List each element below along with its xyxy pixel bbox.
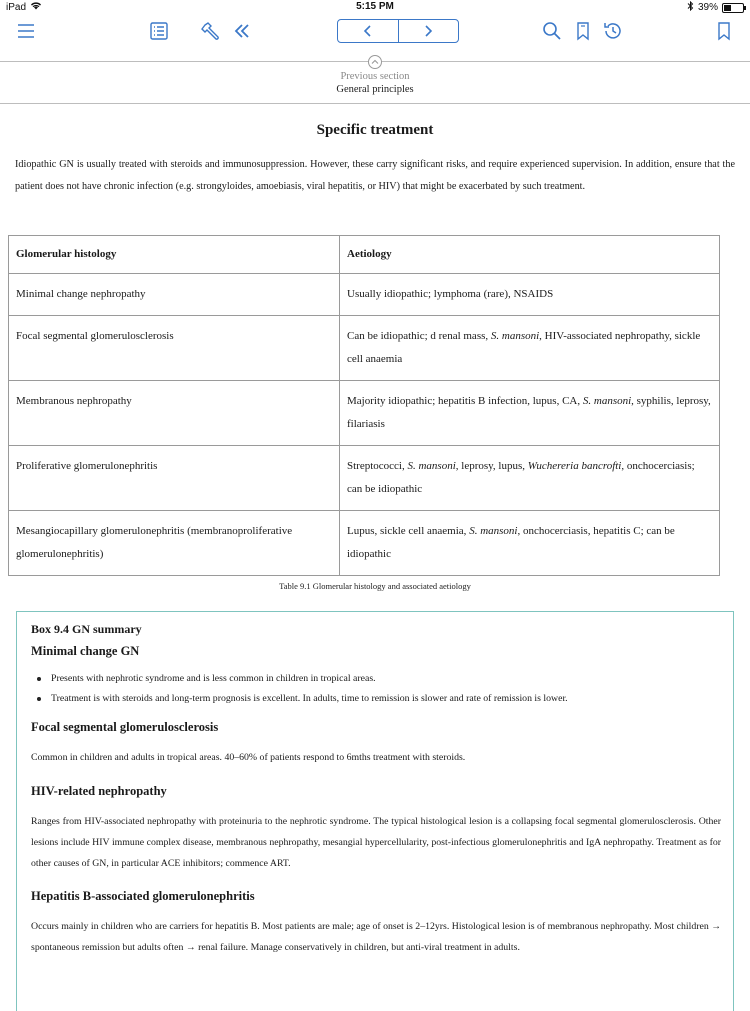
double-chevron-left-icon[interactable] — [230, 19, 254, 43]
status-bar — [0, 0, 750, 15]
table-caption: Table 9.1 Glomerular histology and associated aetiology — [279, 581, 471, 591]
aetiology-italic-text: S. mansoni — [469, 525, 518, 537]
battery-icon — [722, 3, 744, 13]
aetiology-text: Lupus, sickle cell anaemia, — [347, 525, 470, 537]
device-name: iPad — [6, 1, 27, 13]
aetiology-text: Can be idiopathic; d renal mass, — [347, 330, 491, 342]
menu-icon[interactable] — [14, 19, 38, 43]
toolbar — [0, 15, 750, 47]
box-section-heading: Focal segmental glomerulosclerosis — [31, 720, 219, 734]
aetiology-text: , HIV-associated nephropathy, sickle cell anaemia — [347, 330, 701, 365]
list-item: Presents with nephrotic syndrome and is less common in children in tropical areas. — [51, 669, 721, 689]
aetiology-italic-text: S. mansoni — [490, 330, 540, 342]
histology-table — [8, 235, 720, 576]
summary-box — [16, 611, 734, 1011]
aetiology-italic-text: Wuchereria bancrofti — [527, 460, 622, 472]
search-icon[interactable] — [540, 19, 564, 43]
aetiology-cell — [340, 511, 720, 576]
previous-section-title[interactable]: General principles — [336, 84, 414, 95]
tools-icon[interactable] — [200, 19, 224, 43]
page-title: Specific treatment — [316, 122, 434, 138]
box-section-heading: Hepatitis B-associated glomerulonephritis — [31, 889, 255, 903]
previous-section-link[interactable] — [0, 55, 750, 95]
aetiology-text: Majority idiopathic; hepatitis B infection, lupus, CA, — [347, 395, 583, 407]
aetiology-cell — [340, 316, 720, 381]
box-section-heading: Minimal change GN — [31, 644, 140, 658]
intro-paragraph: Idiopathic GN is usually treated with steroids and immunosuppression. However, these carry significant risks, and require experienced supervision. In addition, ensure that the patient does not have chronic infection (e.g. strongyloides, amoebiasis, viral hepatitis, or HIV) that might be exacerbated by such treatment. — [15, 159, 735, 192]
aetiology-text: , onchocerciasis; can be idiopathic — [347, 460, 695, 495]
chevron-up-icon[interactable] — [368, 55, 382, 69]
box-section-text: Common in children and adults in tropical areas. 40–60% of patients respond to 6mths treatment with steroids. — [31, 752, 466, 763]
next-page-icon[interactable] — [398, 20, 459, 42]
table-row — [9, 316, 720, 381]
table-row — [9, 446, 720, 511]
table-row — [9, 381, 720, 446]
aetiology-italic-text: S. mansoni — [582, 395, 632, 407]
box-section-heading: HIV-related nephropathy — [31, 784, 167, 798]
aetiology-text: Streptococci, — [347, 460, 408, 472]
box-title: Box 9.4 GN summary — [31, 622, 142, 636]
list-icon[interactable] — [147, 19, 171, 43]
section-divider — [0, 103, 750, 104]
aetiology-text: , onchocerciasis, hepatitis C; can be idiopathic — [347, 525, 675, 560]
battery-percent: 39% — [697, 2, 718, 13]
column-header: Glomerular histology — [9, 236, 340, 274]
list-item: Treatment is with steroids and long-term prognosis is excellent. In adults, time to remission is slower and rate of remission is lower. — [51, 689, 721, 709]
table-header-row — [9, 236, 720, 274]
bullet-list — [31, 669, 721, 709]
previous-section-label: Previous section — [340, 71, 410, 82]
histology-cell: Proliferative glomerulonephritis — [9, 446, 340, 511]
battery-fill — [724, 5, 731, 11]
histology-cell: Mesangiocapillary glomerulonephritis (membranoproliferative glomerulonephritis) — [9, 511, 340, 576]
histology-cell: Focal segmental glomerulosclerosis — [9, 316, 340, 381]
history-icon[interactable] — [601, 19, 625, 43]
aetiology-cell — [340, 446, 720, 511]
aetiology-cell — [340, 381, 720, 446]
aetiology-text: , syphilis, leprosy, filariasis — [347, 395, 711, 430]
table-row — [9, 511, 720, 576]
column-header: Aetiology — [340, 236, 720, 274]
histology-cell: Membranous nephropathy — [9, 381, 340, 446]
bookmark-icon[interactable] — [712, 19, 736, 43]
aetiology-text: , leprosy, lupus, — [455, 460, 528, 472]
aetiology-text: Usually idiopathic; lymphoma (rare), NSAIDS — [347, 288, 554, 300]
page-nav-segment — [337, 19, 459, 43]
aetiology-cell — [340, 274, 720, 316]
aetiology-italic-text: S. mansoni — [407, 460, 456, 472]
bluetooth-icon — [687, 1, 694, 14]
box-section-text: Ranges from HIV-associated nephropathy with proteinuria to the nephrotic syndrome. The typical histological lesion is a collapsing focal segmental glomerulosclerosis. Other lesions include HIV immune complex disease, membranous nephropathy, mesangial hypercellularity, post-infectious glomerulonephritis and IgA nephropathy. Treatment as for other causes of GN, in particular ACE inhibitors; commence ART. — [31, 816, 721, 869]
table-row — [9, 274, 720, 316]
bookmarks-icon[interactable] — [571, 19, 595, 43]
prev-page-icon[interactable] — [338, 20, 398, 42]
box-section-text: Occurs mainly in children who are carriers for hepatitis B. Most patients are male; age of onset is 2–12yrs. Histological lesion is of membranous nephropathy. Most children → spontaneous remission but adults often → renal failure. Manage conservatively in children, but anti-viral treatment in adults. — [31, 921, 721, 953]
clock: 5:15 PM — [356, 1, 394, 12]
histology-cell: Minimal change nephropathy — [9, 274, 340, 316]
